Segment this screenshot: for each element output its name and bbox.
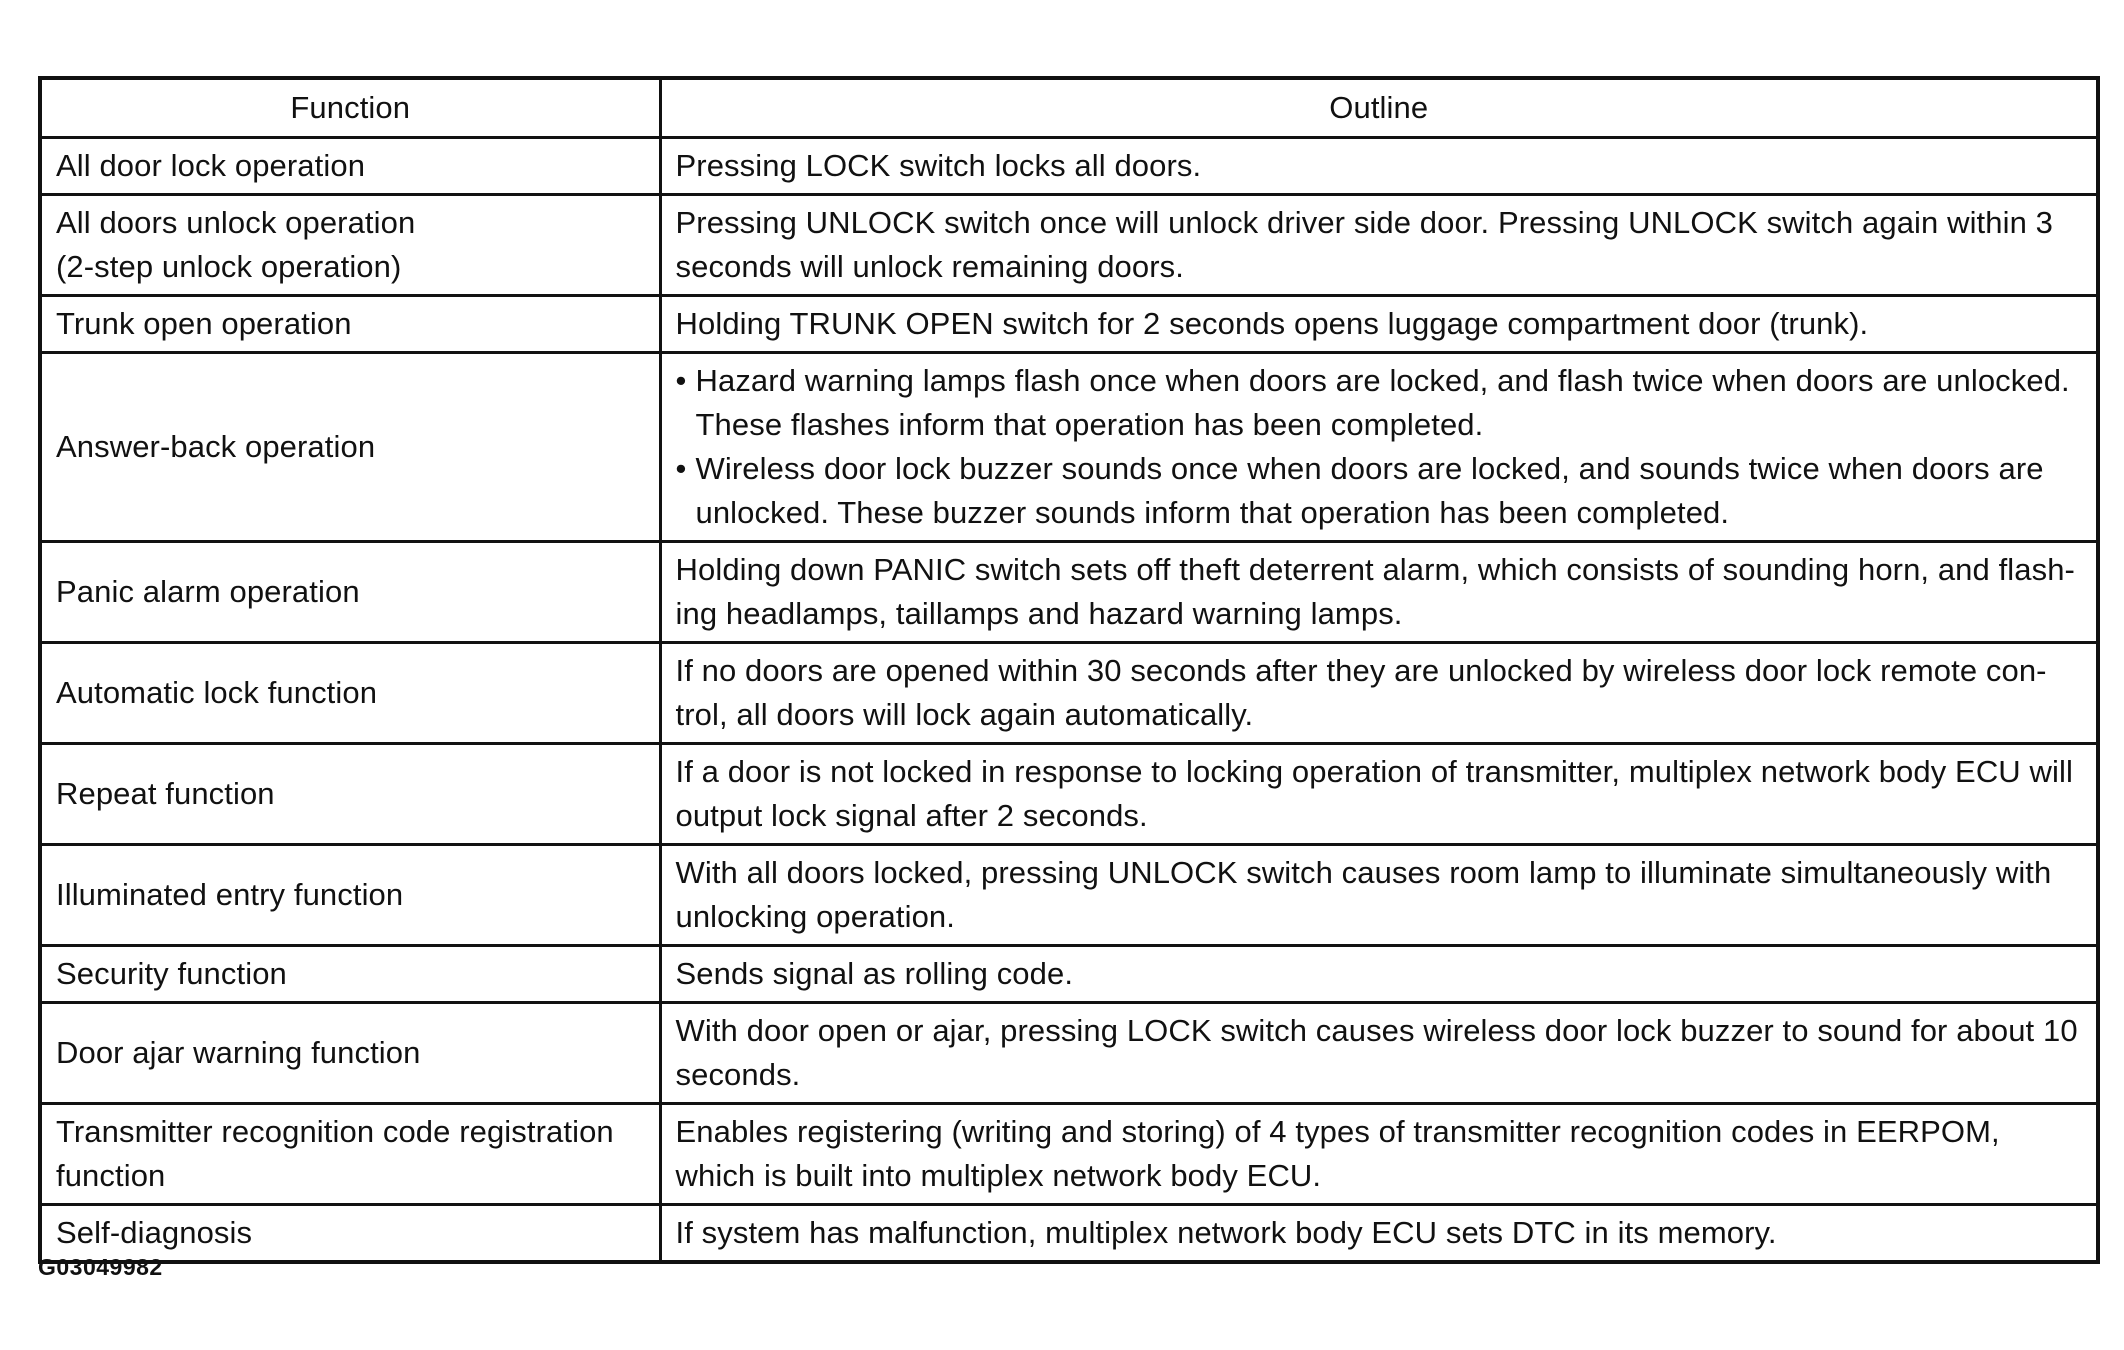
outline-text: Enables registering (writing and storing) of 4 types of transmitter recognition codes in EERPOM, which is built into multiplex network body ECU.: [675, 1114, 2000, 1193]
function-cell: [40, 195, 660, 296]
outline-cell: [660, 643, 2098, 744]
outline-cell: [660, 946, 2098, 1003]
header-function: Function: [40, 78, 660, 138]
function-cell: [40, 744, 660, 845]
function-text: (2-step unlock operation): [56, 249, 402, 284]
outline-cell: [660, 195, 2098, 296]
table-row: [40, 845, 2098, 946]
table-row: [40, 138, 2098, 195]
table-row: [40, 353, 2098, 542]
table-row: [40, 195, 2098, 296]
outline-cell: [660, 296, 2098, 353]
outline-cell: [660, 1205, 2098, 1263]
outline-text: Pressing LOCK switch locks all doors.: [675, 148, 1202, 183]
table-row: [40, 542, 2098, 643]
function-text: Door ajar warning function: [56, 1035, 421, 1070]
outline-text: If system has malfunction, multiplex network body ECU sets DTC in its memory.: [675, 1215, 1777, 1250]
function-text: Automatic lock function: [56, 675, 378, 710]
function-text: Panic alarm operation: [56, 574, 360, 609]
function-text: Illuminated entry function: [56, 877, 404, 912]
outline-text: If a door is not locked in response to locking operation of transmitter, multiplex network body ECU will output lock signal after 2 seconds.: [675, 754, 2073, 833]
table-row: [40, 643, 2098, 744]
outline-cell: [660, 845, 2098, 946]
outline-bullet-list: [676, 359, 2083, 535]
function-text: Answer-back operation: [56, 429, 376, 464]
function-text: Transmitter recognition code registration function: [56, 1114, 614, 1193]
outline-cell: [660, 1003, 2098, 1104]
function-text: Repeat function: [56, 776, 275, 811]
function-outline-table: [38, 76, 2100, 1264]
table-row: [40, 296, 2098, 353]
function-cell: [40, 845, 660, 946]
outline-text: Holding down PANIC switch sets off theft deterrent alarm, which consists of sounding horn, and flash-ing headlamps, taillamps and hazard warning lamps.: [675, 552, 2075, 631]
table-row: [40, 1104, 2098, 1205]
function-text: Trunk open operation: [56, 306, 352, 341]
outline-cell: [660, 744, 2098, 845]
function-cell: [40, 542, 660, 643]
outline-text: If no doors are opened within 30 seconds after they are unlocked by wireless door lock remote con-trol, all doors will lock again automatically.: [675, 653, 2047, 732]
figure-id: G03049982: [38, 1254, 163, 1280]
outline-cell: [660, 542, 2098, 643]
outline-bullet: • Hazard warning lamps flash once when doors are locked, and flash twice when doors are unlocked. These flashes inform that operation has been completed.: [676, 359, 2083, 447]
function-text: All door lock operation: [56, 148, 366, 183]
outline-text: Pressing UNLOCK switch once will unlock driver side door. Pressing UNLOCK switch again within 3 seconds will unlock remaining doors.: [675, 205, 2053, 284]
outline-text: With all doors locked, pressing UNLOCK switch causes room lamp to illuminate simultaneously with unlocking operation.: [675, 855, 2052, 934]
outline-text: Sends signal as rolling code.: [675, 956, 1074, 991]
table-row: [40, 1003, 2098, 1104]
outline-cell: [660, 353, 2098, 542]
function-text: Security function: [56, 956, 287, 991]
function-cell: [40, 353, 660, 542]
function-cell: [40, 296, 660, 353]
table-row: [40, 946, 2098, 1003]
outline-cell: [660, 138, 2098, 195]
table-row: [40, 744, 2098, 845]
function-cell: [40, 1003, 660, 1104]
function-cell: [40, 643, 660, 744]
function-text: All doors unlock operation: [56, 205, 416, 240]
function-cell: [40, 946, 660, 1003]
header-outline: Outline: [660, 78, 2098, 138]
table-header-row: [40, 78, 2098, 138]
table-row: [40, 1205, 2098, 1263]
outline-text: With door open or ajar, pressing LOCK switch causes wireless door lock buzzer to sound for about 10 seconds.: [675, 1013, 2078, 1092]
outline-cell: [660, 1104, 2098, 1205]
function-text: Self-diagnosis: [56, 1215, 253, 1250]
outline-bullet: • Wireless door lock buzzer sounds once when doors are locked, and sounds twice when doors are unlocked. These buzzer sounds inform that operation has been completed.: [676, 447, 2083, 535]
function-cell: [40, 138, 660, 195]
function-cell: [40, 1104, 660, 1205]
outline-text: Holding TRUNK OPEN switch for 2 seconds opens luggage compartment door (trunk).: [675, 306, 1869, 341]
